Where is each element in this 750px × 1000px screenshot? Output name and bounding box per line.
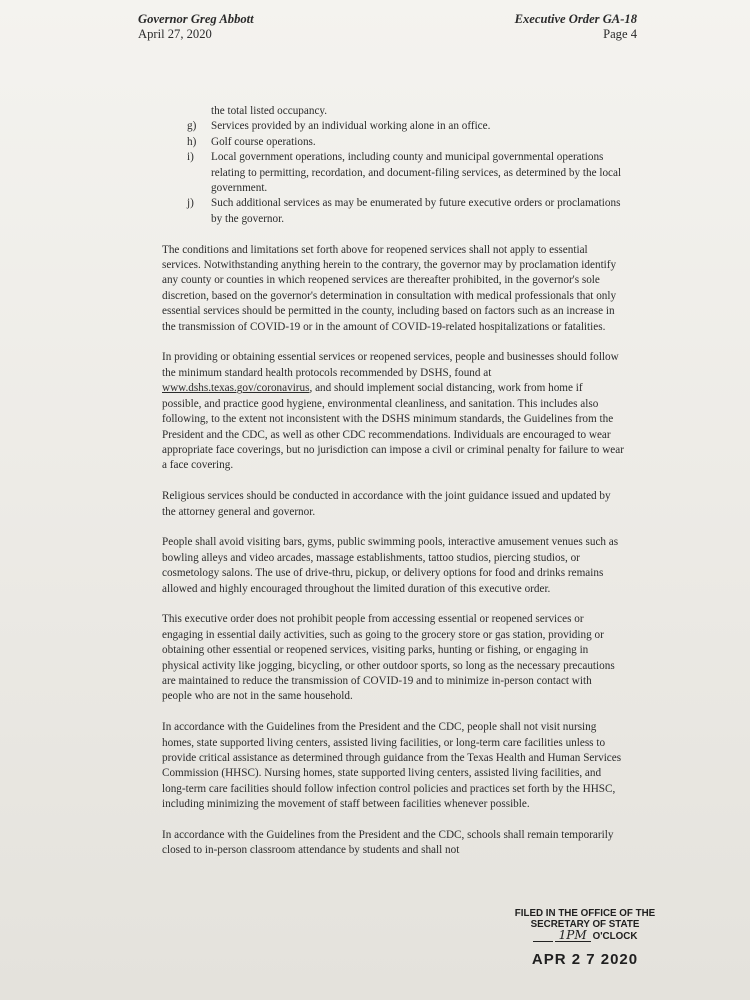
stamp-date: APR 2 7 2020 [531, 951, 639, 968]
header-left [138, 12, 254, 42]
stamp-signature: 1PM [555, 930, 591, 942]
list-item-letter: h) [187, 135, 197, 148]
list-item-text: Local government operations, including county and municipal governmental operations relating to permitting, recordation, and document-filing services, as determined by the local government. [211, 151, 622, 195]
dshs-link[interactable]: www.dshs.texas.gov/coronavirus [162, 382, 310, 395]
paragraph-conditions: The conditions and limitations set forth above for reopened services shall not apply to essential services. Notwithstanding anything herein to the contrary, the governor may by proclamation identify any county or counties in which reopened services are thereafter prohibited, in the governor's sole discretion, based on the governor's determination in consultation with medical professionals that only essential services should be permitted in the county, including based on factors such as an increase in the transmission of COVID-19 or in the amount of COVID-19-related hospitalizations or fatalities. [162, 243, 617, 333]
paragraph-schools: In accordance with the Guidelines from the President and the CDC, schools shall remain temporarily closed to in-person classroom attendance by students and shall not [162, 828, 614, 857]
paragraph-avoid-venues: People shall avoid visiting bars, gyms, public swimming pools, interactive amusement venues such as bowling alleys and video arcades, massage establishments, tattoo studios, piercing studios, or cosmetology salons. The use of drive-thru, pickup, or delivery options for food and drinks remains allowed and highly encouraged throughout the limited duration of this executive order. [162, 536, 619, 595]
list-item [162, 135, 624, 150]
header-date: April 27, 2020 [138, 27, 212, 41]
header-right [515, 12, 637, 42]
paragraph-text: , and should implement social distancing, work from home if possible, and practice good hygiene, environmental cleanliness, and sanitation. This includes also following, to the extent not inconsistent with the DSHS minimum standards, the Guidelines from the President and the CDC, as well as other CDC recommendations. Individuals are encouraged to wear appropriate face coverings, but no jurisdiction can impose a civil or criminal penalty for failure to wear a face covering. [162, 382, 624, 472]
list-item-letter: j) [187, 197, 194, 210]
stamp-line-office: FILED IN THE OFFICE OF THE [514, 908, 656, 919]
header-order-title: Executive Order GA-18 [514, 12, 637, 26]
header-page-number: Page 4 [603, 27, 637, 41]
list-item-letter: i) [187, 151, 194, 164]
paragraph-text: In providing or obtaining essential services or reopened services, people and businesses should follow the minimum standard health protocols recommended by DSHS, found at [162, 351, 619, 379]
stamp-blank-line [533, 932, 553, 942]
list-item-text: Such additional services as may be enumerated by future executive orders or proclamations by the governor. [211, 197, 621, 225]
list-item-text: Golf course operations. [211, 135, 316, 148]
paragraph-religious-services: Religious services should be conducted in accordance with the joint guidance issued and updated by the attorney general and governor. [162, 490, 611, 518]
stamp-line-secretary: SECRETARY OF STATE [530, 919, 640, 930]
services-list [162, 119, 624, 227]
filing-stamp [505, 908, 665, 968]
paragraph-health-protocols [162, 350, 624, 473]
list-item-text: Services provided by an individual working alone in an office. [211, 120, 491, 133]
header-governor-name: Governor Greg Abbott [138, 12, 254, 26]
continuation-text: the total listed occupancy. [211, 105, 328, 117]
list-item [162, 119, 624, 134]
stamp-time-row [505, 930, 665, 942]
document-body [162, 104, 624, 859]
list-item [162, 196, 624, 227]
paragraph-essential-activities: This executive order does not prohibit people from accessing essential or reopened services or engaging in essential daily activities, such as going to the grocery store or gas station, providing or obtaining other essential or reopened services, visiting parks, hunting or fishing, or engaging in physical activity like jogging, bicycling, or other outdoor sports, so long as the necessary precautions are maintained to reduce the transmission of COVID-19 and to minimize in-person contact with people who are not in the same household. [162, 613, 615, 703]
list-item-letter: g) [187, 120, 197, 133]
stamp-oclock: O'CLOCK [592, 931, 638, 942]
list-item [162, 150, 624, 196]
paragraph-nursing-homes: In accordance with the Guidelines from the President and the CDC, people shall not visit nursing homes, state supported living centers, assisted living facilities, or long-term care facilities unless to provide critical assistance as determined through guidance from the Texas Health and Human Services Commission (HHSC). Nursing homes, state supported living centers, assisted living facilities, and long-term care facilities should follow infection control policies and practices set forth by the HHSC, including minimizing the movement of staff between facilities whenever possible. [162, 721, 622, 811]
